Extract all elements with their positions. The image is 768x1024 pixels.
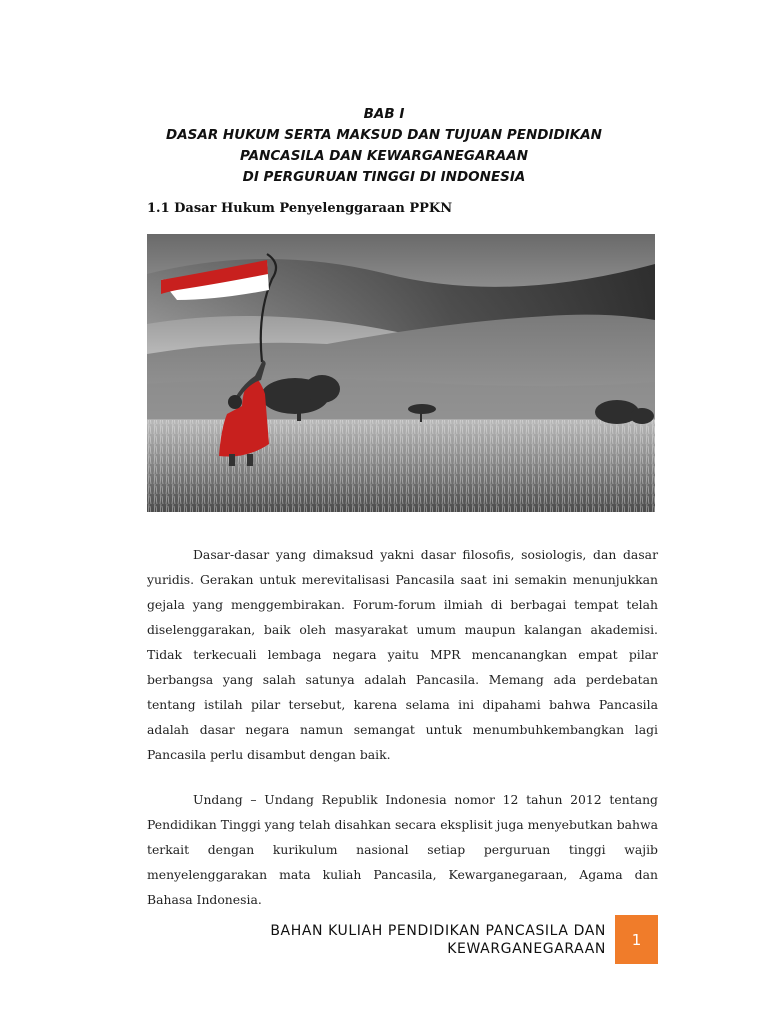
chapter-label: BAB I <box>363 106 405 122</box>
paragraph-1: Dasar-dasar yang dimaksud yakni dasar filosofis, sosiologis, dan dasar yuridis. Gerakan untuk merevitalisasi Pancasila saat ini semakin menunjukkan gejala yang menggembirakan. Forum-forum ilmiah di berbagai tempat telah diselenggarakan, baik oleh masyarakat umum maupun kalangan akademisi. Tidak terkecuali lembaga negara yaitu MPR mencanangkan empat pilar berbangsa yang salah satunya adalah Pancasila. Memang ada perdebatan tentang istilah pilar tersebut, karena selama ini dipahami bahwa Pancasila adalah dasar negara namun semangat untuk menumbuhkembangkan lagi Pancasila perlu disambut dengan baik. <box>147 547 658 762</box>
flag-field-photo <box>147 234 655 512</box>
chapter-title-line-2: PANCASILA DAN KEWARGANEGARAAN <box>239 148 528 164</box>
footer-title-line-2: KEWARGANEGARAAN <box>447 941 606 957</box>
section-title: 1.1 Dasar Hukum Penyelenggaraan PPKN <box>147 201 453 216</box>
page-number-badge: 1 <box>615 915 658 964</box>
footer-title-line-1: BAHAN KULIAH PENDIDIKAN PANCASILA DAN <box>270 923 606 939</box>
chapter-title-line-3: DI PERGURUAN TINGGI DI INDONESIA <box>242 169 526 185</box>
paragraph-2: Undang – Undang Republik Indonesia nomor 12 tahun 2012 tentang Pendidikan Tinggi yang telah disahkan secara eksplisit juga menyebutkan bahwa terkait dengan kurikulum nasional setiap perguruan tinggi wajib menyelenggarakan mata kuliah Pancasila, Kewarganegaraan, Agama dan Bahasa Indonesia. <box>147 792 658 907</box>
footer-title <box>270 922 606 958</box>
chapter-title-line-1: DASAR HUKUM SERTA MAKSUD DAN TUJUAN PENDIDIKAN <box>166 127 602 143</box>
chapter-heading <box>100 104 668 188</box>
